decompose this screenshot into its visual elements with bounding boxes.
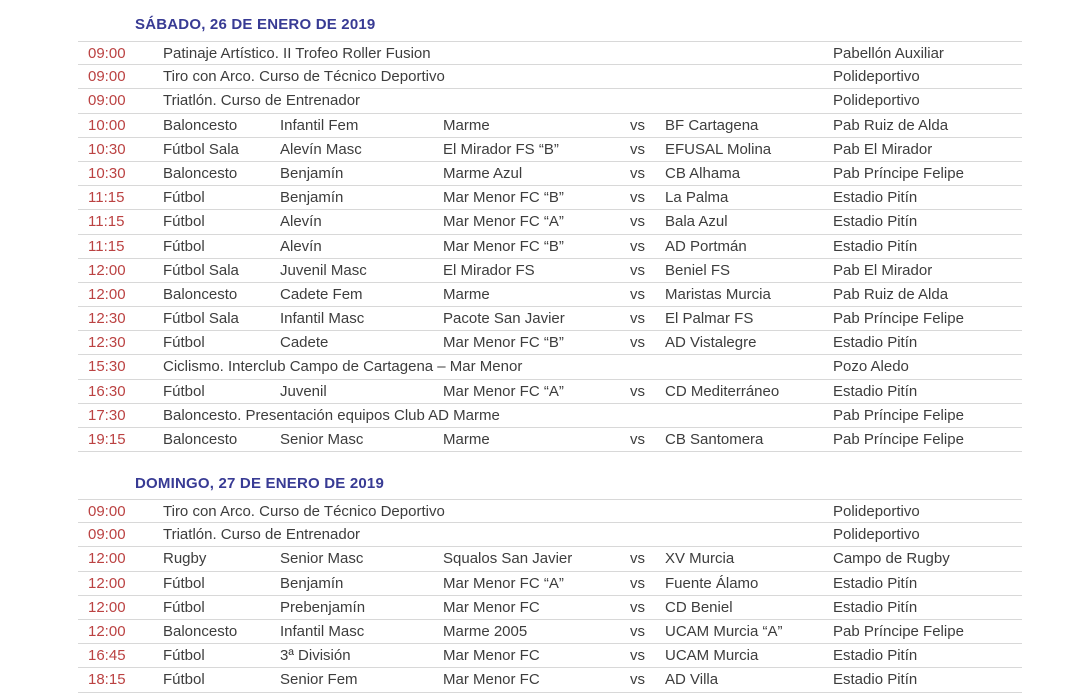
schedule-row	[78, 596, 1022, 620]
event-sport: Fútbol	[163, 213, 205, 231]
schedule-row	[78, 307, 1022, 331]
vs-label: vs	[630, 647, 645, 665]
event-time: 09:00	[88, 503, 126, 520]
event-sport: Fútbol	[163, 574, 205, 592]
event-time: 18:15	[88, 671, 126, 689]
event-description: Patinaje Artístico. II Trofeo Roller Fusion	[163, 45, 431, 62]
schedule-row	[78, 259, 1022, 283]
event-sport: Fútbol	[163, 598, 205, 616]
away-team: La Palma	[665, 189, 729, 207]
away-team: Fuente Álamo	[665, 574, 759, 592]
event-venue: Polideportivo	[833, 68, 920, 86]
event-venue: Polideportivo	[833, 503, 920, 520]
away-team: BF Cartagena	[665, 116, 759, 134]
event-time: 09:00	[88, 92, 126, 110]
event-venue: Estadio Pitín	[833, 647, 918, 665]
event-time: 12:00	[88, 622, 126, 640]
event-description: Tiro con Arco. Curso de Técnico Deportivo	[163, 68, 445, 86]
vs-label: vs	[630, 310, 645, 328]
schedule-row	[78, 380, 1022, 404]
event-venue: Estadio Pitín	[833, 382, 918, 400]
event-time: 09:00	[88, 526, 126, 544]
event-venue: Pab Príncipe Felipe	[833, 406, 964, 424]
event-category: Alevín	[280, 237, 322, 255]
event-category: Juvenil	[280, 382, 327, 400]
event-category: Infantil Masc	[280, 622, 365, 640]
vs-label: vs	[630, 189, 645, 207]
away-team: UCAM Murcia “A”	[665, 622, 783, 640]
event-time: 09:00	[88, 45, 126, 62]
home-team: Marme Azul	[443, 164, 523, 182]
event-venue: Estadio Pitín	[833, 671, 918, 689]
event-venue: Estadio Pitín	[833, 574, 918, 592]
schedule-row	[78, 523, 1022, 547]
home-team: Mar Menor FC “A”	[443, 382, 564, 400]
event-venue: Pab El Mirador	[833, 261, 933, 279]
schedule-row	[78, 620, 1022, 644]
vs-label: vs	[630, 550, 645, 568]
schedule-row	[78, 162, 1022, 186]
event-time: 15:30	[88, 358, 126, 376]
vs-label: vs	[630, 116, 645, 134]
event-category: Prebenjamín	[280, 598, 366, 616]
event-time: 12:00	[88, 285, 126, 303]
vs-label: vs	[630, 285, 645, 303]
away-team: CB Santomera	[665, 431, 764, 448]
event-category: Alevín Masc	[280, 140, 362, 158]
event-time: 10:30	[88, 140, 126, 158]
event-sport: Baloncesto	[163, 622, 238, 640]
schedule-row	[78, 404, 1022, 428]
home-team: Mar Menor FC	[443, 647, 540, 665]
home-team: Mar Menor FC “B”	[443, 334, 564, 352]
vs-label: vs	[630, 237, 645, 255]
event-category: Infantil Masc	[280, 310, 365, 328]
vs-label: vs	[630, 382, 645, 400]
event-time: 10:00	[88, 116, 126, 134]
event-time: 17:30	[88, 406, 126, 424]
schedule-row	[78, 644, 1022, 668]
event-sport: Baloncesto	[163, 431, 238, 448]
home-team: Mar Menor FC “A”	[443, 213, 564, 231]
home-team: Mar Menor FC “B”	[443, 189, 564, 207]
sunday-schedule-table	[78, 499, 1022, 693]
home-team: El Mirador FS “B”	[443, 140, 559, 158]
event-category: Benjamín	[280, 189, 344, 207]
home-team: Marme	[443, 116, 490, 134]
away-team: CD Mediterráneo	[665, 382, 780, 400]
event-time: 11:15	[88, 237, 125, 255]
event-sport: Fútbol Sala	[163, 261, 239, 279]
event-category: Juvenil Masc	[280, 261, 367, 279]
away-team: AD Villa	[665, 671, 719, 689]
event-sport: Fútbol Sala	[163, 310, 239, 328]
event-sport: Fútbol	[163, 237, 205, 255]
event-venue: Estadio Pitín	[833, 237, 918, 255]
event-venue: Pab El Mirador	[833, 140, 933, 158]
event-sport: Rugby	[163, 550, 207, 568]
event-time: 19:15	[88, 431, 126, 448]
schedule-row	[78, 668, 1022, 692]
event-sport: Fútbol Sala	[163, 140, 239, 158]
event-time: 11:15	[88, 213, 125, 231]
event-time: 16:45	[88, 647, 126, 665]
event-time: 11:15	[88, 189, 125, 207]
event-sport: Fútbol	[163, 382, 205, 400]
event-venue: Pab Príncipe Felipe	[833, 164, 964, 182]
event-time: 12:00	[88, 574, 126, 592]
sunday-section-title: DOMINGO, 27 DE ENERO DE 2019	[135, 475, 385, 492]
schedule-row	[78, 235, 1022, 259]
event-time: 12:00	[88, 550, 126, 568]
vs-label: vs	[630, 213, 645, 231]
vs-label: vs	[630, 261, 645, 279]
event-sport: Baloncesto	[163, 285, 238, 303]
event-category: Senior Masc	[280, 431, 364, 448]
away-team: CB Alhama	[665, 164, 741, 182]
event-description: Baloncesto. Presentación equipos Club AD Marme	[163, 406, 500, 424]
home-team: Marme 2005	[443, 622, 528, 640]
event-time: 12:30	[88, 334, 126, 352]
event-category: 3ª División	[280, 647, 351, 665]
event-venue: Pab Ruiz de Alda	[833, 285, 949, 303]
event-description: Triatlón. Curso de Entrenador	[163, 526, 361, 544]
vs-label: vs	[630, 431, 645, 448]
schedule-row	[78, 572, 1022, 596]
event-time: 09:00	[88, 68, 126, 86]
home-team: El Mirador FS	[443, 261, 535, 279]
event-time: 10:30	[88, 164, 126, 182]
vs-label: vs	[630, 140, 645, 158]
schedule-row	[78, 355, 1022, 379]
event-venue: Estadio Pitín	[833, 334, 918, 352]
vs-label: vs	[630, 574, 645, 592]
home-team: Mar Menor FC “A”	[443, 574, 564, 592]
saturday-schedule-table	[78, 41, 1022, 452]
away-team: AD Portmán	[665, 237, 747, 255]
vs-label: vs	[630, 671, 645, 689]
event-venue: Pab Príncipe Felipe	[833, 310, 964, 328]
event-venue: Pab Ruiz de Alda	[833, 116, 949, 134]
away-team: AD Vistalegre	[665, 334, 757, 352]
event-category: Cadete Fem	[280, 285, 363, 303]
schedule-row	[78, 186, 1022, 210]
schedule-row	[78, 547, 1022, 571]
event-venue: Estadio Pitín	[833, 213, 918, 231]
event-time: 12:00	[88, 598, 126, 616]
vs-label: vs	[630, 622, 645, 640]
event-category: Cadete	[280, 334, 329, 352]
away-team: El Palmar FS	[665, 310, 754, 328]
event-venue: Estadio Pitín	[833, 189, 918, 207]
home-team: Mar Menor FC	[443, 598, 540, 616]
home-team: Squalos San Javier	[443, 550, 573, 568]
event-sport: Baloncesto	[163, 116, 238, 134]
home-team: Pacote San Javier	[443, 310, 565, 328]
away-team: EFUSAL Molina	[665, 140, 772, 158]
event-venue: Polideportivo	[833, 92, 920, 110]
home-team: Mar Menor FC “B”	[443, 237, 564, 255]
event-venue: Polideportivo	[833, 526, 920, 544]
event-time: 12:00	[88, 261, 126, 279]
event-sport: Fútbol	[163, 334, 205, 352]
schedule-row	[78, 428, 1022, 452]
saturday-section-title: SÁBADO, 26 DE ENERO DE 2019	[135, 16, 376, 33]
vs-label: vs	[630, 598, 645, 616]
event-sport: Fútbol	[163, 647, 205, 665]
event-category: Infantil Fem	[280, 116, 359, 134]
away-team: UCAM Murcia	[665, 647, 759, 665]
event-category: Benjamín	[280, 574, 344, 592]
event-description: Triatlón. Curso de Entrenador	[163, 92, 361, 110]
schedule-row	[78, 114, 1022, 138]
event-sport: Baloncesto	[163, 164, 238, 182]
schedule-row	[78, 283, 1022, 307]
event-description: Ciclismo. Interclub Campo de Cartagena – Mar Menor	[163, 358, 523, 376]
schedule-row	[78, 65, 1022, 89]
event-time: 16:30	[88, 382, 126, 400]
event-venue: Pab Príncipe Felipe	[833, 431, 964, 448]
schedule-row	[78, 89, 1022, 113]
schedule-row	[78, 331, 1022, 355]
schedule-row	[78, 41, 1022, 65]
event-category: Benjamín	[280, 164, 344, 182]
event-venue: Pab Príncipe Felipe	[833, 622, 964, 640]
schedule-row	[78, 138, 1022, 162]
event-sport: Fútbol	[163, 189, 205, 207]
event-category: Senior Masc	[280, 550, 364, 568]
event-venue: Estadio Pitín	[833, 598, 918, 616]
away-team: Beniel FS	[665, 261, 731, 279]
vs-label: vs	[630, 164, 645, 182]
home-team: Mar Menor FC	[443, 671, 540, 689]
away-team: XV Murcia	[665, 550, 735, 568]
event-description: Tiro con Arco. Curso de Técnico Deportivo	[163, 503, 445, 520]
home-team: Marme	[443, 431, 490, 448]
schedule-row	[78, 499, 1022, 523]
event-category: Alevín	[280, 213, 322, 231]
away-team: CD Beniel	[665, 598, 733, 616]
event-venue: Campo de Rugby	[833, 550, 950, 568]
home-team: Marme	[443, 285, 490, 303]
event-venue: Pozo Aledo	[833, 358, 909, 376]
event-time: 12:30	[88, 310, 126, 328]
event-sport: Fútbol	[163, 671, 205, 689]
schedule-row	[78, 210, 1022, 234]
away-team: Bala Azul	[665, 213, 728, 231]
vs-label: vs	[630, 334, 645, 352]
away-team: Maristas Murcia	[665, 285, 771, 303]
event-category: Senior Fem	[280, 671, 358, 689]
event-venue: Pabellón Auxiliar	[833, 45, 944, 62]
